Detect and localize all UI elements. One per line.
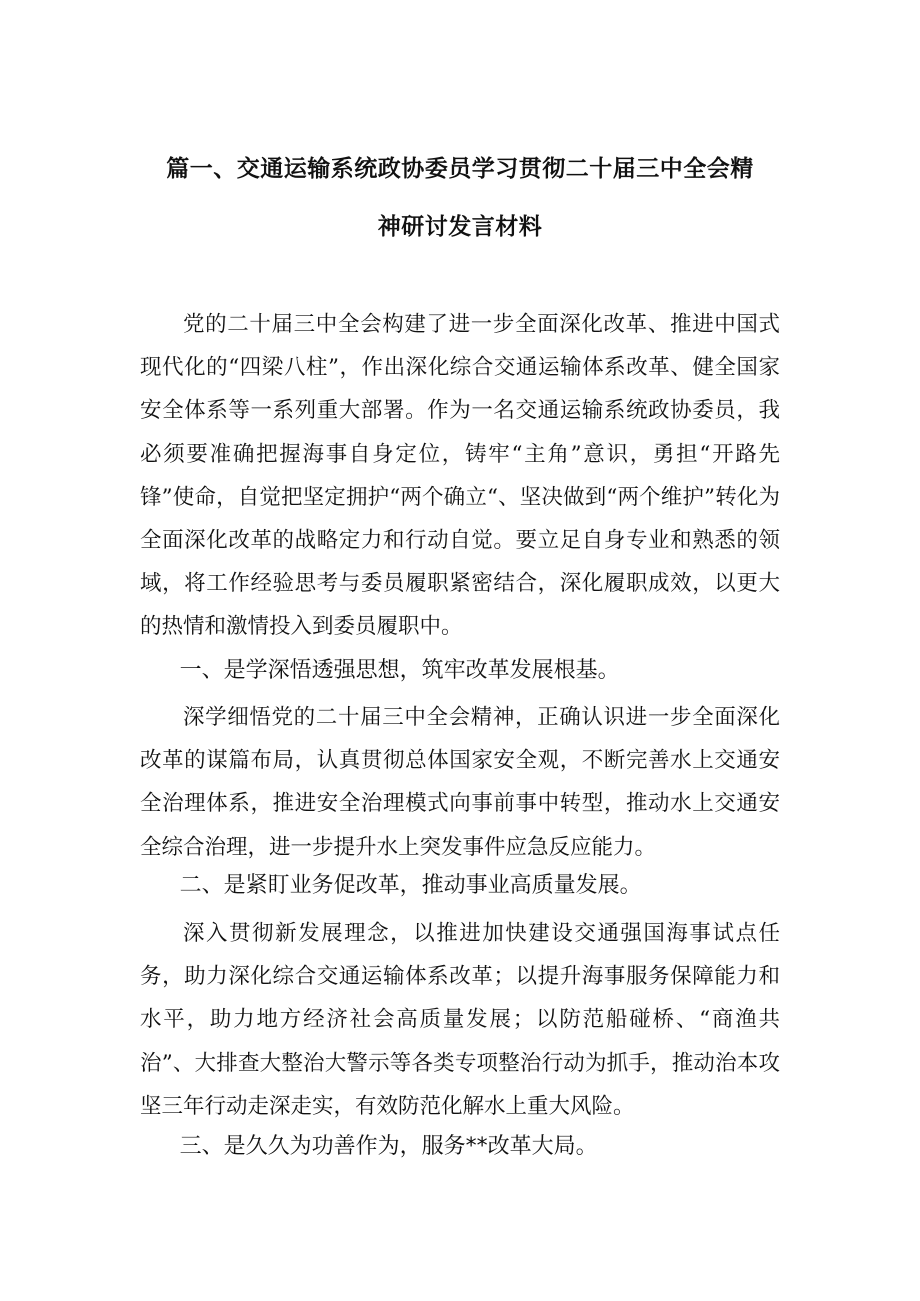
document-title-line-2: 神研讨发言材料 <box>377 214 543 240</box>
section-heading-2: 二、是紧盯业务促改革，推动事业高质量发展。 <box>179 873 642 898</box>
section-heading-3: 三、是久久为功善作为，服务**改革大局。 <box>179 1134 598 1159</box>
section-1-paragraph <box>140 696 780 869</box>
paragraph-text: 深学细悟党的二十届三中全会精神，正确认识进一步全面深化改革的谋篇布局，认真贯彻总体国家安全观，不断完善水上交通安全治理体系，推进安全治理模式向事前事中转型，推动水上交通安全综合治理，进一步提升水上突发事件应急反应能力。 <box>140 705 780 860</box>
paragraph-text: 深入贯彻新发展理念，以推进加快建设交通强国海事试点任务，助力深化综合交通运输体系改革；以提升海事服务保障能力和水平，助力地方经济社会高质量发展；以防范船碰桥、“商渔共治”、大排查大整治大警示等各类专项整治行动为抓手，推动治本攻坚三年行动走深走实，有效防范化解水上重大风险。 <box>140 921 780 1119</box>
section-2-paragraph <box>140 912 780 1128</box>
paragraph-text: 党的二十届三中全会构建了进一步全面深化改革、推进中国式现代化的“四梁八柱”，作出深化综合交通运输体系改革、健全国家安全体系等一系列重大部署。作为一名交通运输系统政协委员，我必须要准确把握海事自身定位，铸牢“主角”意识，勇担“开路先锋”使命，自觉把坚定拥护“两个确立“、坚决做到“两个维护”转化为全面深化改革的战略定力和行动自觉。要立足自身专业和熟悉的领域，将工作经验思考与委员履职紧密结合，深化履职成效，以更大的热情和激情投入到委员履职中。 <box>140 312 780 640</box>
intro-paragraph <box>140 303 780 649</box>
section-heading-1: 一、是学深悟透强思想，筑牢改革发展根基。 <box>179 658 620 683</box>
document-title-line-1: 篇一、交通运输系统政协委员学习贯彻二十届三中全会精 <box>166 156 754 182</box>
